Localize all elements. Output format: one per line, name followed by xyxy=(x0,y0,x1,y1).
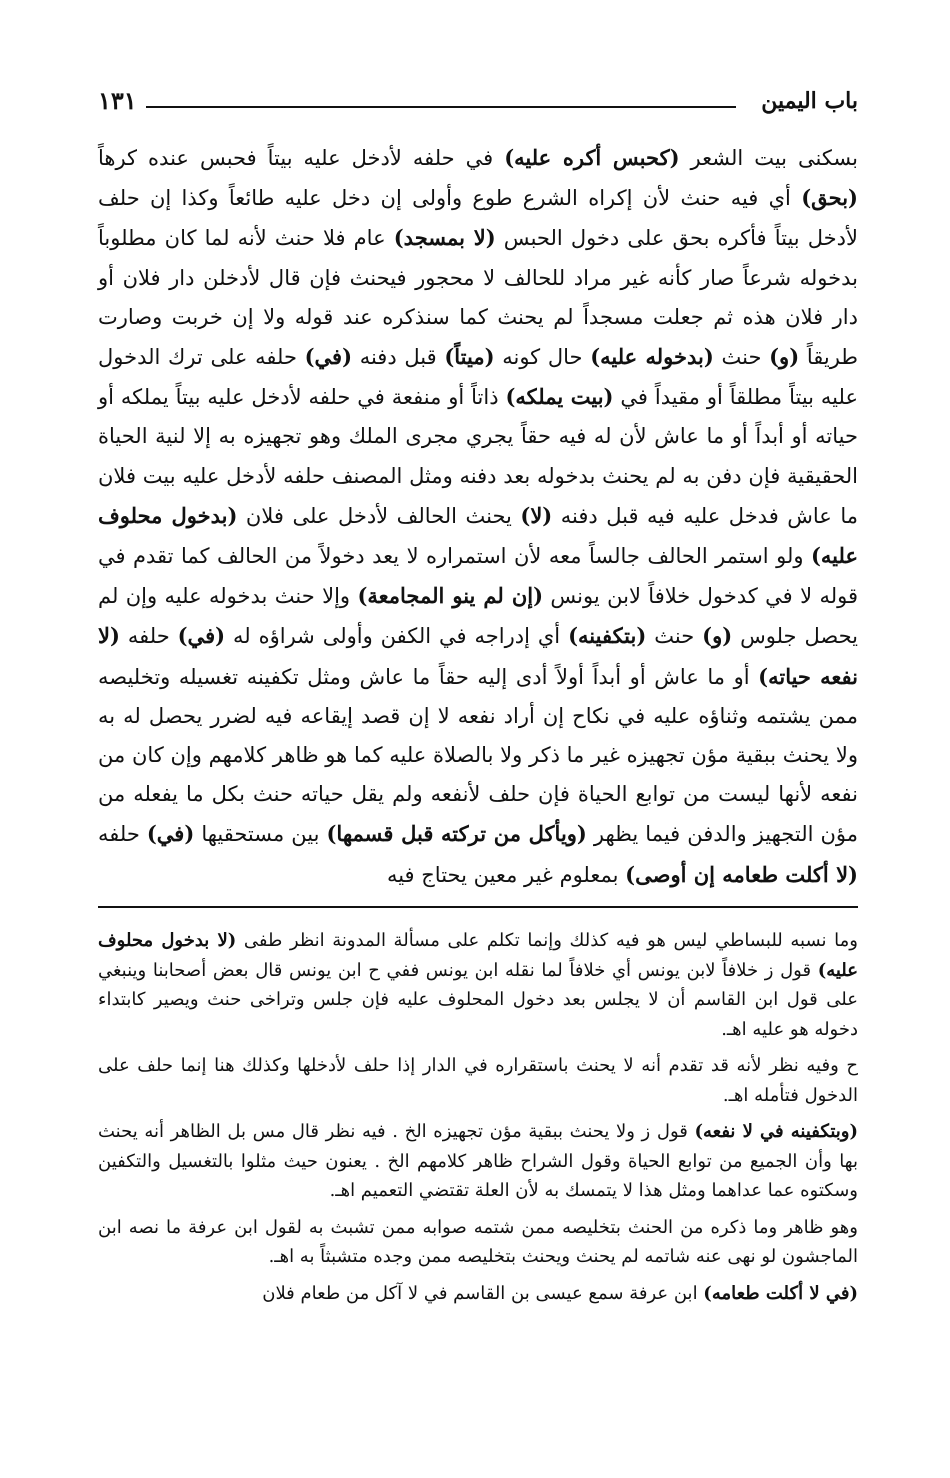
note-paragraph xyxy=(98,1117,858,1206)
text-run: أو ما عاش أو أبداً أولاً أدى إليه حقاً ما عاش ومثل تكفينه تغسيله وتخليصه ممن يشتمه وثناؤه عليه في نكاح إن أراد نفعه لا إن قصد إيقاعه فيه لضرر يحصل له به ولا يحنث ببقية مؤن تجهيزه غير ما ذكر ولا بالصلاة عليه كما هو ظاهر كلامهم وإن كان من نفعه لأنها ليست من توابع الحياة فإن حلف لأنفعه ولم يقل حياته حنث بكل ما يفعله من مؤن التجهيز والدفن فيما يظهر xyxy=(98,664,858,847)
bold-lemma: (لا أكلت طعامه إن أوصى) xyxy=(625,861,858,887)
text-run: بين مستحقيها xyxy=(194,822,327,847)
main-text xyxy=(98,138,858,895)
bold-lemma: (في لا أكلت طعامه) xyxy=(703,1282,858,1304)
bold-lemma: (وبتكفينه في لا نفعه) xyxy=(694,1121,858,1142)
note-paragraph xyxy=(98,1051,858,1110)
bold-lemma: (ميتاً) xyxy=(444,344,495,370)
bold-lemma: (في) xyxy=(177,623,226,649)
bold-lemma: (بدخول محلوف عليه) xyxy=(98,502,858,569)
bold-lemma: (بيت يملكه) xyxy=(505,384,614,410)
bold-lemma: (لا بدخول محلوف عليه) xyxy=(98,930,858,981)
bold-lemma: (لا) xyxy=(520,502,553,528)
text-run: حلفه xyxy=(98,822,147,847)
text-run: أي إدراجه في الكفن وأولى شراؤه له xyxy=(225,624,569,649)
text-run: حنث xyxy=(646,624,703,649)
text-run: حلفه على ترك الدخول عليه بيتاً مطلقاً أو مقيداً في xyxy=(98,345,859,410)
bold-lemma: (ويأكل من تركته قبل قسمها) xyxy=(326,821,587,847)
bold-lemma: (في) xyxy=(304,344,353,370)
main-paragraph xyxy=(98,138,858,895)
text-run: قول ز ولا يحنث ببقية مؤن تجهيزه الخ . فيه نظر قال مس بل الظاهر أنه يحنث بها وأن الجميع من توابع الحياة وقول الشراح ظاهر كلامهم الخ . يعنون حيث مثلوا بالتغسيل والتكفين وسكتوه عما عداهما ومثل هذا لا يتمسك به لأن العلة تقتضي التعميم اهـ. xyxy=(98,1121,858,1201)
footnote-separator xyxy=(98,906,858,908)
bold-lemma: (بتكفينه) xyxy=(568,623,647,649)
bold-lemma: (كحبس أكره عليه) xyxy=(504,145,680,170)
text-run: بمعلوم غير معين يحتاج فيه xyxy=(386,862,626,887)
text-run: عام فلا حنث لأنه لما كان مطلوباً بدخوله شرعاً صار كأنه غير مراد للحالف لا محجور فيحنث فإن قال لأدخلن دار فلان أو دار فلان هذه ثم جعلت مسجداً لم يحنث كما سنذكره عند قوله ولا إن خربت وصارت طريقاً xyxy=(98,226,858,370)
page-number: ١٣١ xyxy=(98,86,137,115)
header-rule xyxy=(146,106,736,108)
text-run: وإلا حنث بدخوله عليه وإن لم يحصل جلوس xyxy=(98,584,858,649)
text-run: أي فيه حنث لأن إكراه الشرع طوع وأولى إن دخل عليه طائعاً وكذا إن حلف لأدخل بيتاً فأكره بحق على دخول الحبس xyxy=(98,186,858,251)
note-paragraph xyxy=(98,1213,858,1272)
bold-lemma: (إن لم ينو المجامعة) xyxy=(357,583,544,609)
text-run: ذاتاً أو منفعة في حلفه لأدخل عليه بيتاً يملكه أو حياته أو أبداً أو ما عاش لأن له فيه حقاً يجري مجرى الملك وهو تجهيزه به إلا لنية الحياة الحقيقية فإن دفن به لم يحنث بدخوله بعد دفنه ومثل المصنف حلفه لأدخل عليه بيت فلان ما عاش فدخل عليه فيه قبل دفنه xyxy=(98,385,858,528)
text-run: حال كونه xyxy=(494,345,591,370)
note-paragraph xyxy=(98,1279,858,1309)
bold-lemma: (لا بمسجد) xyxy=(393,225,496,251)
text-run: ح وفيه نظر لأنه قد تقدم أنه لا يحنث باستقراره في الدار إذا حلف لأدخلها وكذلك هنا إنما حلف على الدخول فتأمله اهـ. xyxy=(98,1055,858,1106)
chapter-title: باب اليمين xyxy=(761,88,858,114)
text-run: ولو استمر الحالف جالساً معه لأن استمراره لا يعد دخولاً من الحالف كما تقدم في قوله لا في كدخول خلافاً لابن يونس xyxy=(98,544,858,609)
running-header xyxy=(98,80,858,120)
bold-lemma: (و) xyxy=(769,344,800,370)
text-run: حنث xyxy=(713,345,770,370)
text-run: يحنث الحالف لأدخل على فلان xyxy=(237,503,521,528)
bold-lemma: (لا نفعه حياته) xyxy=(98,623,858,689)
text-run: قول ز خلافاً لابن يونس أي خلافاً لما نقله ابن يونس ففي ح ابن يونس قال بعض أصحابنا وينبغي على قول ابن القاسم أن لا يجلس بعد دخول المحلوف عليه فإن جلس وتراخى حنث ويصير كابتداء دخوله هو عليه اهـ. xyxy=(98,959,858,1040)
bold-lemma: (و) xyxy=(702,623,733,649)
note-paragraph xyxy=(98,926,858,1044)
text-run: بسكنى بيت الشعر xyxy=(679,146,859,170)
bold-lemma: (في) xyxy=(146,821,195,847)
commentary-notes xyxy=(98,926,858,1315)
text-run: حلفه xyxy=(119,624,178,649)
bold-lemma: (بحق) xyxy=(801,185,858,211)
text-run: قبل دفنه xyxy=(352,345,445,370)
text-run: وما نسبه للبساطي ليس هو فيه كذلك وإنما تكلم على مسألة المدونة انظر طفى xyxy=(236,930,858,951)
bold-lemma: (بدخوله عليه) xyxy=(590,344,714,370)
text-run: في حلفه لأدخل عليه بيتاً فحبس عنده كرهاً xyxy=(98,146,505,170)
text-run: ابن عرفة سمع عيسى بن القاسم في لا آكل من طعام فلان xyxy=(262,1282,704,1304)
text-run: وهو ظاهر وما ذكره من الحنث بتخليصه ممن شتمه صوابه ممن تشبث به لقول ابن عرفة ما نصه ابن الماجشون لو نهى عنه شاتمه لم يحنث ويحنث بتخليصه ممن وجده متشبثاً به اهـ. xyxy=(98,1216,858,1267)
